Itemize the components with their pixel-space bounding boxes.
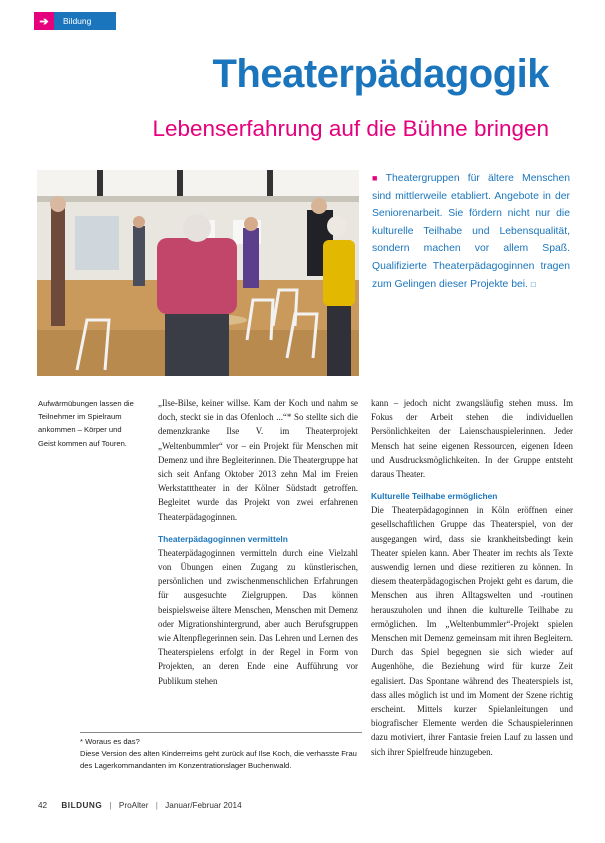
page-number: 42 <box>38 801 48 810</box>
article-subheading: Kulturelle Teilhabe ermöglichen <box>371 491 498 502</box>
section-tag-label: Bildung <box>63 16 92 26</box>
article-subheading: Theaterpädagoginnen vermitteln <box>158 533 288 544</box>
footer-separator: | <box>155 801 158 810</box>
footnote-text: Diese Version des alten Kinderreims geht zurück auf Ilse Koch, die verhasste Frau des Lagerkommandanten im Konzentrationslager Buchenwald. <box>80 749 357 771</box>
section-tag <box>34 12 116 30</box>
article-paragraph: „Ilse-Bilse, keiner willse. Kam der Koch und nahm se doch, steckt sie in das Ofenloch ...“* So stellte sich die demenzkranke Ilse V. im Theaterprojekt „Weltenbummler“ vor – ein Projekt für Menschen mit Demenz und ihre Begleiterinnen. Die Theatergruppe hat sich seit Anfang Oktober 2013 zehn Mal im Freien Werkstatttheater in der Kölner Südstadt getroffen. Begleitet wurde das Projekt von zwei erfahrenen Theaterpädagoginnen. <box>158 398 358 522</box>
footer-issue: Januar/Februar 2014 <box>165 801 242 810</box>
footnote-question: * Woraus es das? <box>80 737 140 746</box>
footnote <box>80 732 362 773</box>
arrow-right-icon: ➔ <box>34 12 54 30</box>
footer-magazine: ProAlter <box>118 801 149 810</box>
photo-caption: Aufwärmübungen lassen die Teilnehmer im Spielraum ankommen – Körper und Geist kommen auf Touren. <box>38 399 134 448</box>
article-paragraph: Die Theaterpädagoginnen in Köln eröffnen einer gesellschaftlichen Gruppe das Theaterspiel, von der ausgegangen wird, dass sie krankheitsbedingt kein Theater spielen kann. Aber Theater im rechts als Texte auswendig lernen und diese rezitieren zu können. In diesem theaterpädagogischen Projekt geht es darum, die Menschen aus ihren Alltagswelten und -routinen herauszuholen und ihnen die kulturelle Teilhabe zu ermöglichen. Im „Weltenbummler“-Projekt spielen Menschen mit Demenz gemeinsam mit ihren Begleitern. Durch das Spiel begegnen sie sich wieder auf Augenhöhe, die Beziehung wird für kurze Zeit egalisiert. Das Spontane während des Theaterspiels ist, dass alles möglich ist und im Moment der Szene richtig erscheint. Mittels kurzer Spielanleitungen und biografischer Elemente werden die Schauspielerinnen dazu motiviert, ihrer Fantasie freien Lauf zu lassen und sich ihrer Spielfreude hinzugeben. <box>371 505 573 757</box>
rehearsal-photo-illustration <box>37 170 359 376</box>
article-column-3 <box>371 396 573 759</box>
article-paragraph: Theaterpädagoginnen vermitteln durch eine Vielzahl von Übungen einen Zugang zu künstlerischen, persönlichen und zwischenmenschlichen Erfahrungen für ausgesuchte Zielgruppen. Das können beispielsweise ältere Menschen, Menschen mit Demenz oder Migrationshintergrund, aber auch Berufsgruppen wie Altenpflegerinnen sein. Das Lehren und Lernen des Theaterspielens erfolgt in der Regel in Form von Projekten, an deren Ende eine Aufführung vor Publikum stehen <box>158 547 358 686</box>
page-subtitle: Lebenserfahrung auf die Bühne bringen <box>152 116 549 141</box>
article-column-2 <box>158 396 358 688</box>
end-mark-icon: □ <box>530 279 536 289</box>
page-title: Theaterpädagogik <box>212 52 549 96</box>
article-paragraph: kann – jedoch nicht zwangsläufig stehen muss. Im Fokus der Arbeit stehen die individuellen Persönlichkeiten der Laienschauspielerinnen. Jeder Mensch hat seine eigenen Ressourcen, eigenen Ideen und Ausdrucksmöglichkeiten. In der Gruppe entsteht daraus Theater. <box>371 398 573 480</box>
article-photo <box>37 170 359 376</box>
page-footer <box>38 801 242 810</box>
bullet-square-icon: ■ <box>372 173 383 183</box>
footer-section: BILDUNG <box>61 801 103 810</box>
teaser-body: Theatergruppen für ältere Menschen sind mittlerweile etabliert. Angebote in der Seniorenarbeit. Sie fördern nicht nur die kulturelle Teilhabe und Lebensqualität, sondern machen vor allem Spaß. Qualifizierte Theaterpädagoginnen tragen zum Gelingen dieser Projekte bei. <box>372 173 570 290</box>
footer-separator: | <box>109 801 112 810</box>
teaser-text <box>372 170 570 293</box>
